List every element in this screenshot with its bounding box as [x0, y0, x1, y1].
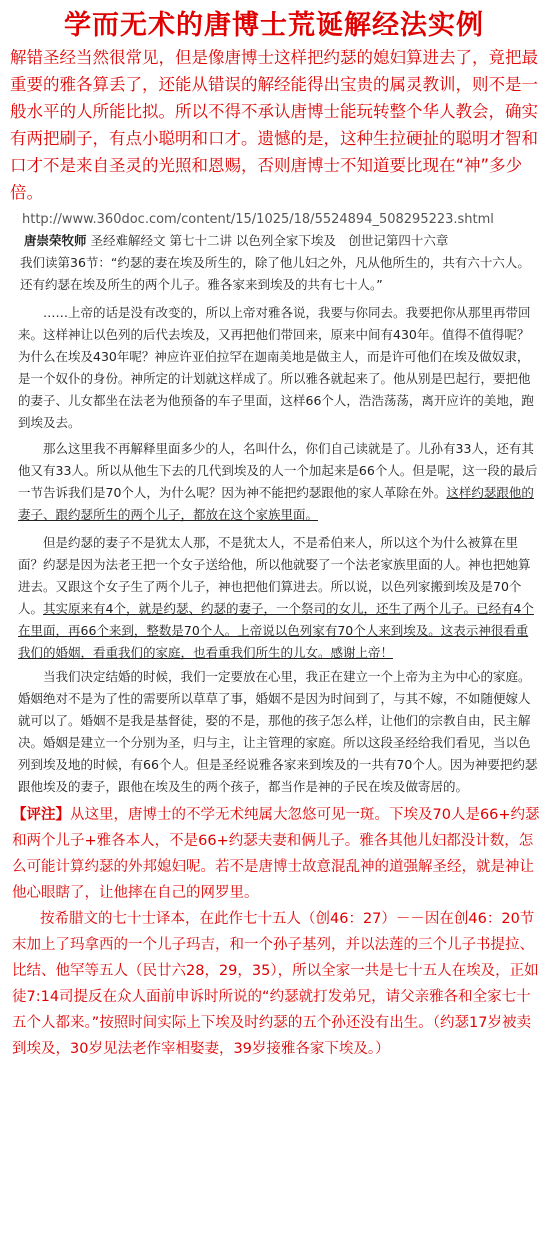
commentary-paragraph-2: 按希腊文的七十士译本，在此作七十五人（创46：27）－－因在创46：20节末加上了玛拿西的一个儿子玛吉，和一个孙子基列，并以法莲的三个儿子书提拉、比结、他罕等五人（民廿六28，29，35），所以全家一共是七十五人在埃及，正如徒7:14司提反在众人面前申诉时所说的“约瑟就打发弟兄，请父亲雅各和全家七十五个人都来。”按照时间实际上下埃及时约瑟的五个孙还没有出生。（约瑟17岁被卖到埃及，30岁见法老作宰相娶妻，39岁接雅各家下埃及。） [12, 911, 539, 1057]
commentary-paragraph-1 [12, 802, 542, 906]
source-url[interactable]: http://www.360doc.com/content/15/1025/18/5524894_508295223.shtml [22, 212, 494, 227]
sermon-title: 圣经难解经文 第七十二讲 以色列全家下埃及 创世记第四十六章 [86, 233, 449, 248]
sermon-paragraph-2-underlined: 这样约瑟跟他的妻子、跟约瑟所生的两个儿子，都放在这个家族里面。 [18, 485, 534, 522]
sermon-author: 唐崇荣牧师 [24, 233, 87, 248]
article [0, 6, 548, 1062]
sermon-header [18, 230, 540, 252]
quoted-sermon [0, 230, 548, 798]
sermon-verse: 我们读第36节：“约瑟的妻在埃及所生的，除了他儿妇之外，凡从他所生的，共有六十六人。还有约瑟在埃及所生的两个儿子。雅各家来到埃及的共有七十人。” [20, 255, 530, 292]
sermon-paragraph-4: 当我们决定结婚的时候，我们一定要放在心里，我正在建立一个上帝为主为中心的家庭。婚姻绝对不是为了性的需要所以草草了事，婚姻不是因为时间到了，与其不嫁，不如随便嫁人就可以了。婚姻不是我是基督徒，娶的不是，那他的孩子怎么样，让他们的宗教自由，民主解决。婚姻是建立一个分别为圣，归与主，让主管理的家庭。所以这段圣经给我们看见，当以色列到埃及地的时候，有66个人。但是圣经说雅各家来到埃及的一共有70个人。因为神要把约瑟跟他埃及的妻子，跟他在埃及生的两个孩子，都当作是神的子民在埃及做寄居的。 [18, 669, 538, 794]
commentary-text-1: 从这里，唐博士的不学无术纯属大忽悠可见一斑。下埃及70人是66+约瑟和两个儿子+雅各本人，不是66+约瑟夫妻和俩儿子。雅各其他儿妇都没计数，怎么可能计算约瑟的外邦媳妇呢。若不是唐博士故意混乱神的道强解圣经，就是神让他心眼瞎了，让他摔在自己的网罗里。 [12, 807, 540, 901]
sermon-paragraph-3-underlined: 其实原来有4个，就是约瑟、约瑟的妻子，一个祭司的女儿，还生了两个儿子。已经有4个在里面，再66个来到，整数是70个人。上帝说以色列家有70个人来到埃及。这表示神很看重我们的婚姻，看重我们的家庭，也看重我们所生的儿女。感谢上帝！ [18, 601, 534, 660]
sermon-paragraph-1: ……上帝的话是没有改变的，所以上帝对雅各说，我要与你同去。我要把你从那里再带回来。这样神让以色列的后代去埃及，又再把他们带回来，原来中间有430年。值得不值得呢？为什么在埃及430年呢？神应许亚伯拉罕在迦南美地是做主人，而是许可他们在埃及做奴隶，是一个奴仆的身份。神所定的计划就这样成了。所以雅各就起来了。他从别是巴起行，要把他的妻子、儿女都坐在法老为他预备的车子里面，这样66个人，浩浩荡荡，离开应许的美地，跑到埃及去。 [18, 305, 534, 430]
commentary [0, 798, 548, 1062]
sermon-paragraph-3 [18, 532, 540, 664]
sermon-paragraph-2-text: 那么这里我不再解释里面多少的人，名叫什么，你们自己读就是了。儿孙有33人，还有其他又有33人。所以从他生下去的几代到埃及的人一个加起来是66个人。但是呢，这一段的最后一节告诉我们是70个人，为什么呢？因为神不能把约瑟跟他的家人革除在外。 [18, 441, 538, 500]
page-title: 学而无术的唐博士荒诞解经法实例 [64, 10, 484, 41]
sermon-paragraph-2 [18, 438, 540, 526]
commentary-tag: 【评注】 [12, 807, 70, 823]
intro-paragraph: 解错圣经当然很常见，但是像唐博士这样把约瑟的媳妇算进去了，竟把最重要的雅各算丢了，还能从错误的解经能得出宝贵的属灵教训，则不是一般水平的人所能比拟。所以不得不承认唐博士能玩转整个华人教会，确实有两把刷子，有点小聪明和口才。遗憾的是，这种生拉硬扯的聪明才智和口才不是来自圣灵的光照和恩赐，否则唐博士不知道要比现在“神”多少倍。 [10, 48, 538, 202]
sermon-paragraph-3-text: 但是约瑟的妻子不是犹太人那，不是犹太人，不是希伯来人，所以这个为什么被算在里面？约瑟是因为法老王把一个女子送给他，所以他就娶了一个法老家族里面的人。神也把她算进去。又跟这个女子生了两个儿子，神也把他们算进去。所以说，以色列家搬到埃及是70个人。 [18, 535, 531, 616]
